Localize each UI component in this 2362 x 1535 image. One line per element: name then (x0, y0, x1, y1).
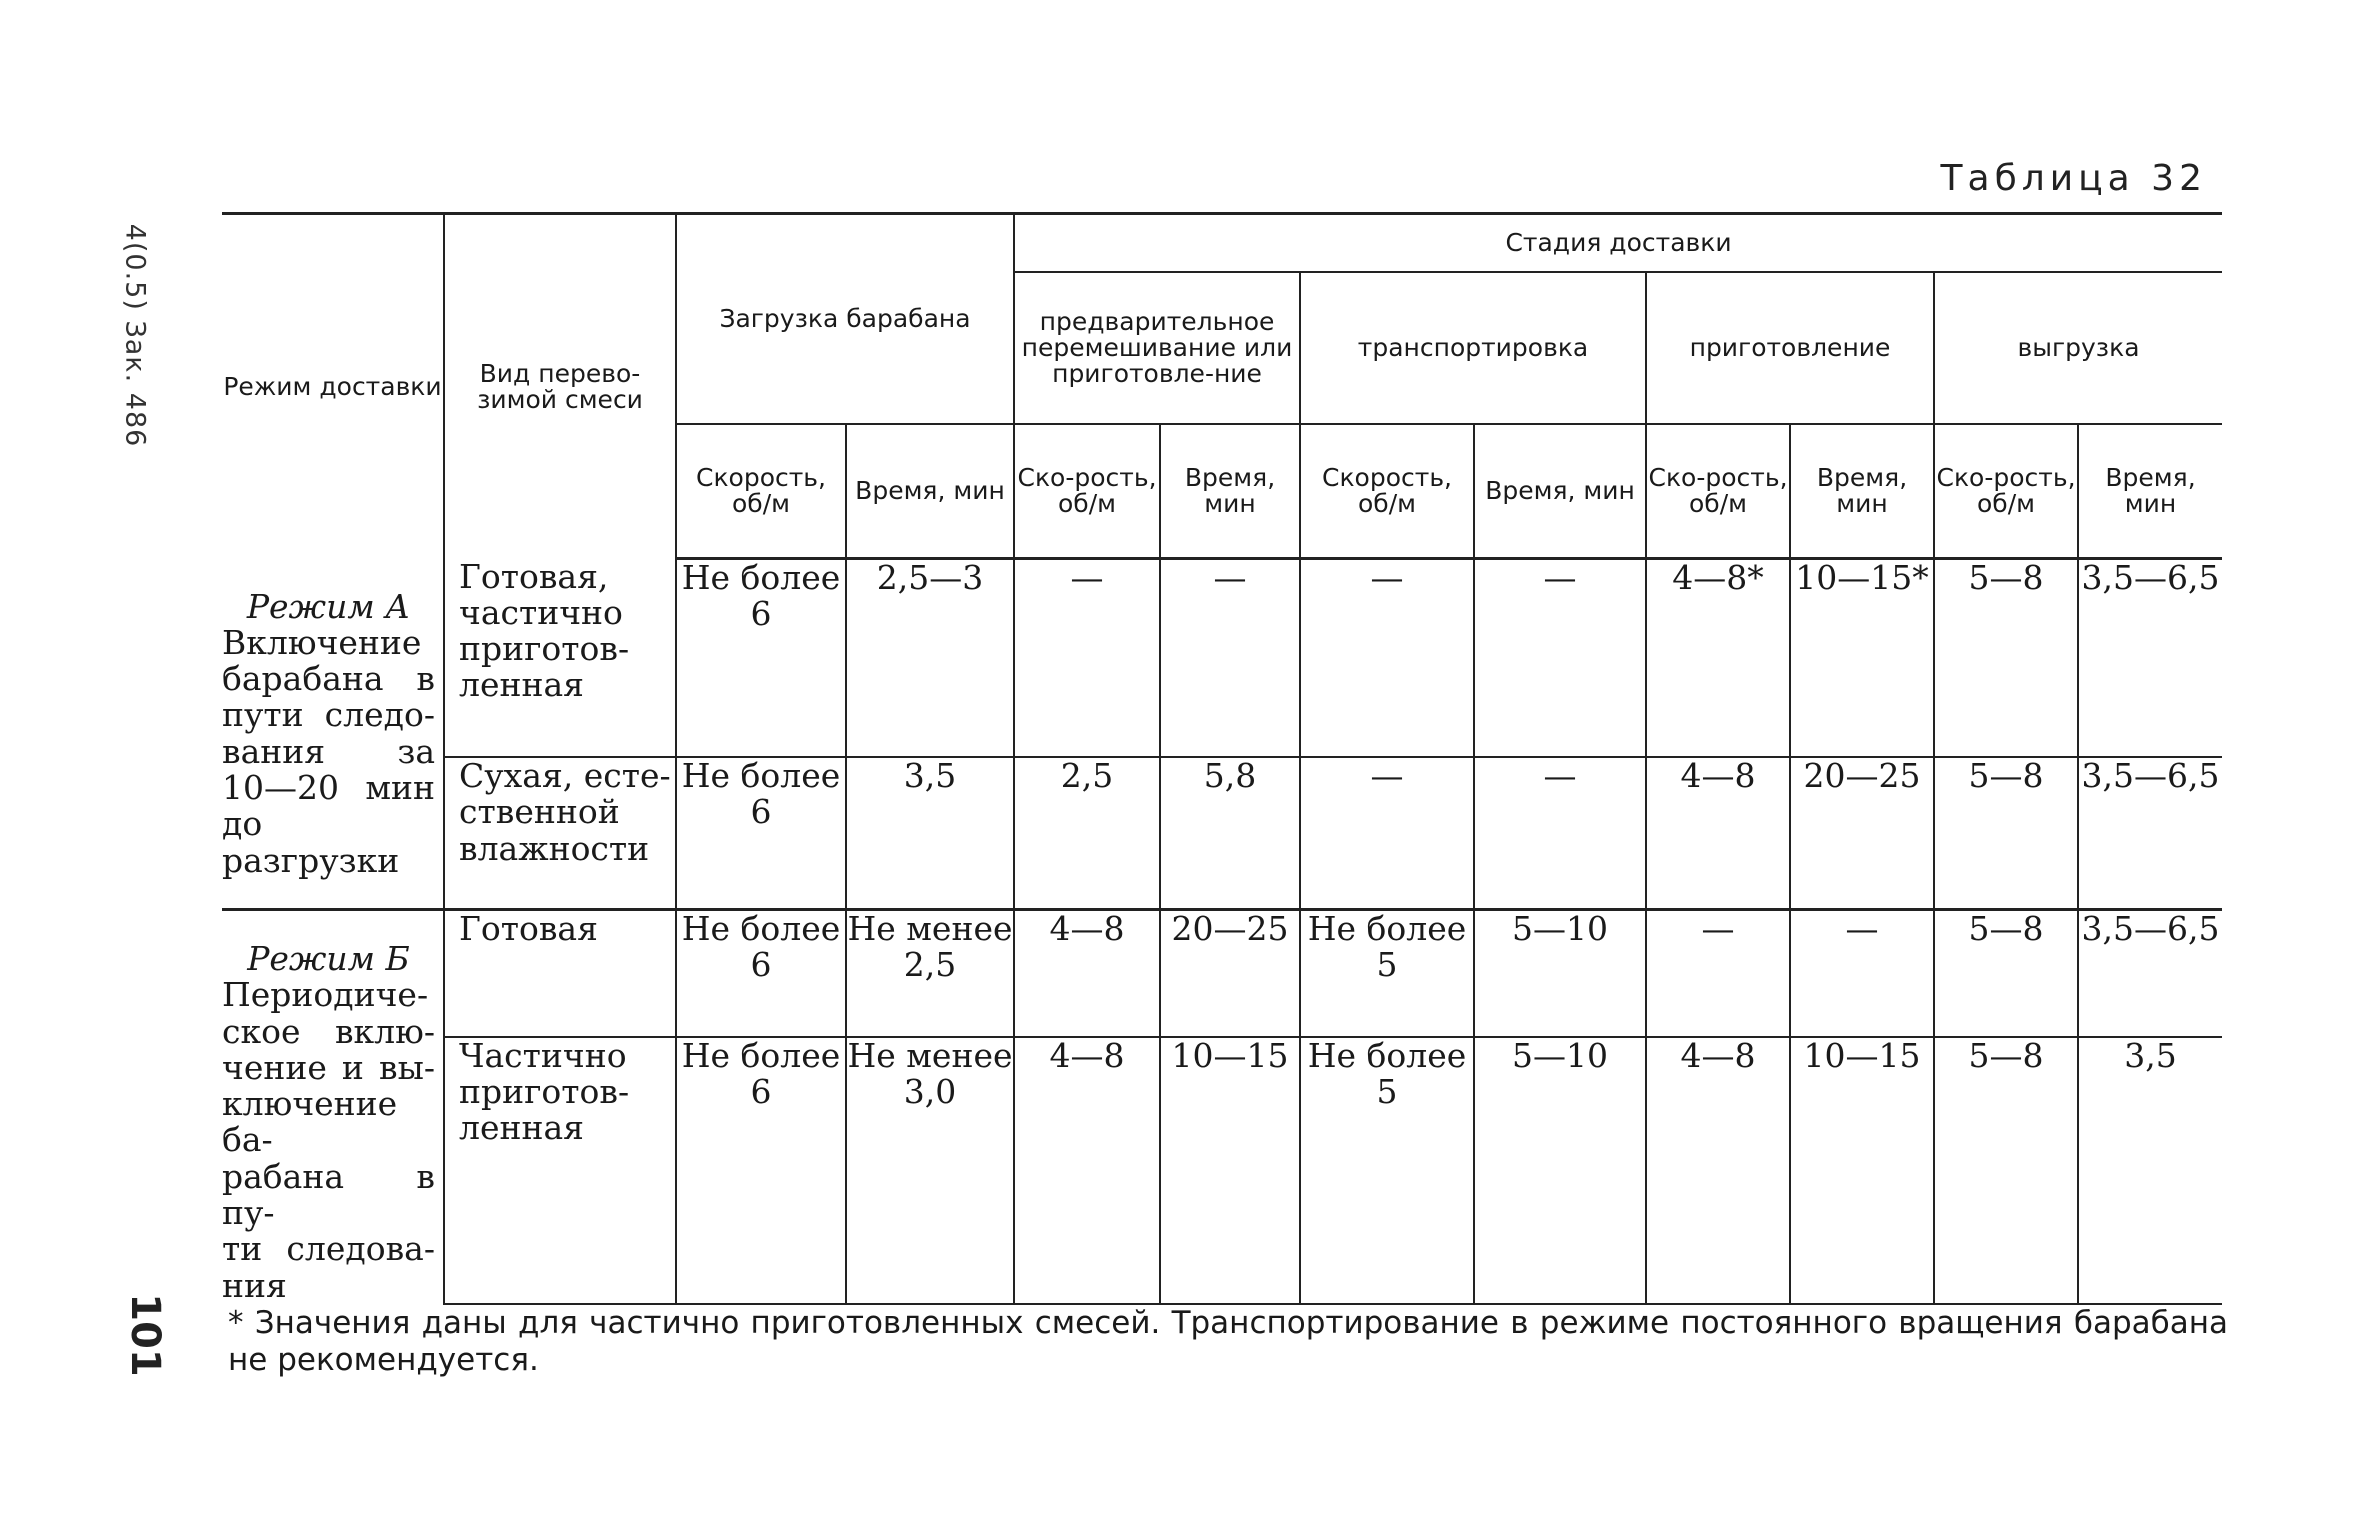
prep-speed-cell: 4—8* (1646, 559, 1790, 758)
mode-b-cell (222, 910, 444, 1304)
prep-speed-cell: 4—8 (1646, 757, 1790, 910)
trans-speed-cell: — (1300, 559, 1474, 758)
unl-time-cell: 3,5—6,5 (2078, 757, 2222, 910)
mode-b-desc-line: ключение ба- (222, 1084, 398, 1160)
mode-a-cell (222, 559, 444, 910)
mode-b-desc-line: рабана в пу- (222, 1156, 435, 1233)
pre-time-cell: — (1160, 559, 1300, 758)
mode-a-desc-line: пути следо- (222, 695, 435, 735)
pre-time-cell: 20—25 (1160, 910, 1300, 1037)
header-load-time: Время, мин (846, 424, 1014, 559)
table-row (222, 910, 2222, 1037)
margin-note-text: 4(0.5) Зак. 486 (119, 223, 151, 447)
table-row (222, 757, 2222, 910)
load-time-cell: Не менее 3,0 (846, 1037, 1014, 1304)
prep-time-cell: 10—15 (1790, 1037, 1934, 1304)
load-speed-cell: Не более 6 (676, 910, 846, 1037)
trans-time-cell: 5—10 (1474, 910, 1646, 1037)
prep-speed-cell: 4—8 (1646, 1037, 1790, 1304)
header-unl-time: Время, мин (2078, 424, 2222, 559)
trans-speed-cell: Не более 5 (1300, 1037, 1474, 1304)
header-pre-mix: предварительное перемешивание или приготовле-ние (1014, 272, 1300, 424)
trans-speed-cell: Не более 5 (1300, 910, 1474, 1037)
header-pre-speed: Ско-рость, об/м (1014, 424, 1160, 559)
header-stage-group: Стадия доставки (1014, 214, 2222, 273)
footnote: * Значения даны для частично приготовленных смесей. Транспортирование в режиме постоянного вращения барабана не рекомендуется. (228, 1305, 2228, 1379)
unl-speed-cell: 5—8 (1934, 559, 2078, 758)
trans-time-cell: — (1474, 559, 1646, 758)
mode-a-desc-line: до разгрузки (222, 804, 400, 880)
header-transport: транспортировка (1300, 272, 1646, 424)
header-prep-time: Время, мин (1790, 424, 1934, 559)
header-trans-time: Время, мин (1474, 424, 1646, 559)
load-time-cell: 3,5 (846, 757, 1014, 910)
mode-a-desc-line: 10—20 мин (222, 767, 435, 807)
header-mix-type: Вид перево-зимой смеси (444, 214, 676, 559)
mix-type-cell: Сухая, есте-ственной влажности (444, 757, 676, 910)
mode-a-name: Режим А (246, 586, 411, 626)
load-speed-cell: Не более 6 (676, 559, 846, 758)
unl-time-cell: 3,5 (2078, 1037, 2222, 1304)
load-time-cell: 2,5—3 (846, 559, 1014, 758)
delivery-table (222, 212, 2222, 1305)
mix-type-cell: Готовая, частично приготов-ленная (444, 559, 676, 758)
prep-time-cell: 20—25 (1790, 757, 1934, 910)
unl-time-cell: 3,5—6,5 (2078, 910, 2222, 1037)
page-number (115, 1290, 175, 1380)
unl-time-cell: 3,5—6,5 (2078, 559, 2222, 758)
pre-speed-cell: 2,5 (1014, 757, 1160, 910)
table-title: Таблица 32 (1940, 158, 2207, 199)
pre-speed-cell: 4—8 (1014, 910, 1160, 1037)
header-trans-speed: Скорость, об/м (1300, 424, 1474, 559)
mode-b-name: Режим Б (247, 939, 410, 978)
header-preparation: приготовление (1646, 272, 1934, 424)
mode-b-desc-line: ское вклю- (222, 1011, 435, 1051)
mode-a-desc-line: вания за (222, 731, 435, 771)
header-prep-speed: Ско-рость, об/м (1646, 424, 1790, 559)
header-mode: Режим доставки (222, 214, 444, 559)
pre-speed-cell: 4—8 (1014, 1037, 1160, 1304)
pre-speed-cell: — (1014, 559, 1160, 758)
mode-b-desc-line: ния (222, 1265, 287, 1305)
load-speed-cell: Не более 6 (676, 1037, 846, 1304)
header-load-speed: Скорость, об/м (676, 424, 846, 559)
prep-speed-cell: — (1646, 910, 1790, 1037)
mix-type-cell: Готовая (444, 910, 676, 1037)
mode-b-desc-line: чение и вы- (222, 1047, 435, 1087)
table-row (222, 1037, 2222, 1304)
trans-time-cell: — (1474, 757, 1646, 910)
mode-b-desc-line: Периодиче- (222, 975, 429, 1015)
mode-b-desc-line: ти следова- (222, 1229, 435, 1269)
trans-speed-cell: — (1300, 757, 1474, 910)
mode-a-desc-line: барабана в (222, 659, 435, 699)
mix-type-cell: Частично приготов-ленная (444, 1037, 676, 1304)
load-speed-cell: Не более 6 (676, 757, 846, 910)
prep-time-cell: — (1790, 910, 1934, 1037)
prep-time-cell: 10—15* (1790, 559, 1934, 758)
unl-speed-cell: 5—8 (1934, 910, 2078, 1037)
table-row (222, 559, 2222, 758)
trans-time-cell: 5—10 (1474, 1037, 1646, 1304)
margin-note (105, 175, 165, 495)
unl-speed-cell: 5—8 (1934, 1037, 2078, 1304)
header-pre-time: Время, мин (1160, 424, 1300, 559)
header-loading: Загрузка барабана (676, 214, 1014, 425)
pre-time-cell: 5,8 (1160, 757, 1300, 910)
unl-speed-cell: 5—8 (1934, 757, 2078, 910)
mode-a-desc-line: Включение (222, 622, 422, 662)
header-unloading: выгрузка (1934, 272, 2222, 424)
pre-time-cell: 10—15 (1160, 1037, 1300, 1304)
page-number-text: 101 (122, 1293, 168, 1377)
header-unl-speed: Ско-рость, об/м (1934, 424, 2078, 559)
load-time-cell: Не менее 2,5 (846, 910, 1014, 1037)
